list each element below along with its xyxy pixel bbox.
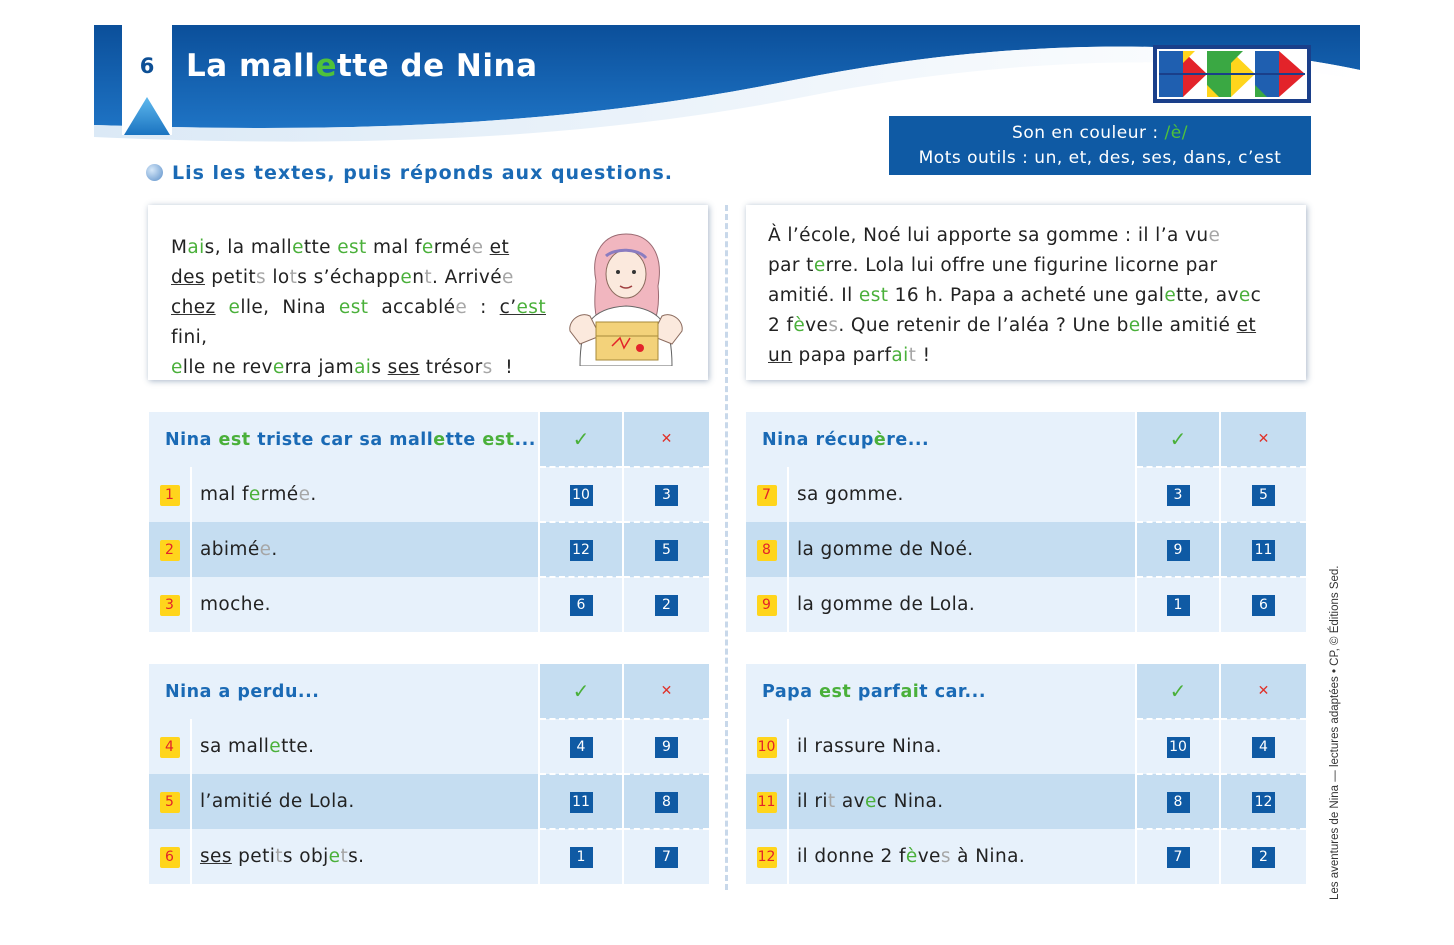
answer-text: il rassure Nina. xyxy=(788,719,1136,774)
false-code[interactable]: 2 xyxy=(655,595,678,616)
instruction: Lis les textes, puis réponds aux questions. xyxy=(146,162,673,184)
answer-number: 1 xyxy=(160,485,180,506)
answer-text: la gomme de Lola. xyxy=(788,577,1136,632)
answer-number: 2 xyxy=(160,540,180,561)
answer-number: 6 xyxy=(160,847,180,868)
answer-text: abimée. xyxy=(191,522,539,577)
question-label: Nina récupère... xyxy=(746,412,1136,467)
answer-row[interactable] xyxy=(149,467,709,522)
true-code[interactable]: 6 xyxy=(570,595,593,616)
false-code[interactable]: 7 xyxy=(655,847,678,868)
column-divider xyxy=(725,205,728,890)
question-table-3 xyxy=(746,412,1306,632)
answer-number: 8 xyxy=(757,540,777,561)
answer-text: il donne 2 fèves à Nina. xyxy=(788,829,1136,884)
answer-row[interactable] xyxy=(149,829,709,884)
true-code[interactable]: 8 xyxy=(1167,792,1190,813)
answer-row[interactable] xyxy=(746,829,1306,884)
cross-icon: ✕ xyxy=(623,412,709,467)
answer-number: 3 xyxy=(160,595,180,616)
true-code[interactable]: 3 xyxy=(1167,485,1190,506)
answer-row[interactable] xyxy=(746,467,1306,522)
series-logo xyxy=(1153,45,1311,103)
false-code[interactable]: 4 xyxy=(1252,737,1275,758)
true-code[interactable]: 4 xyxy=(570,737,593,758)
answer-number: 12 xyxy=(757,847,777,868)
true-code[interactable]: 1 xyxy=(1167,595,1190,616)
true-code[interactable]: 12 xyxy=(570,540,593,561)
answer-text: il rit avec Nina. xyxy=(788,774,1136,829)
true-code[interactable]: 7 xyxy=(1167,847,1190,868)
answer-number: 7 xyxy=(757,485,777,506)
answer-text: mal fermée. xyxy=(191,467,539,522)
cross-icon: ✕ xyxy=(623,664,709,719)
true-code[interactable]: 11 xyxy=(570,792,593,813)
true-code[interactable]: 10 xyxy=(570,485,593,506)
answer-row[interactable] xyxy=(746,577,1306,632)
answer-number: 9 xyxy=(757,595,777,616)
question-label: Nina est triste car sa mallette est... xyxy=(149,412,539,467)
answer-text: sa mallette. xyxy=(191,719,539,774)
answer-text: moche. xyxy=(191,577,539,632)
page-number-tab xyxy=(122,25,172,135)
cross-icon: ✕ xyxy=(1220,664,1306,719)
question-table-4 xyxy=(746,664,1306,884)
sound-info-box: Son en couleur : /è/ Mots outils : un, et, des, ses, dans, c’est xyxy=(889,116,1311,175)
answer-text: l’amitié de Lola. xyxy=(191,774,539,829)
answer-row[interactable] xyxy=(746,774,1306,829)
check-icon: ✓ xyxy=(1136,664,1220,719)
copyright-caption: Les aventures de Nina — lectures adaptées • CP, © Éditions Sed. xyxy=(1329,565,1341,900)
check-icon: ✓ xyxy=(1136,412,1220,467)
false-code[interactable]: 5 xyxy=(655,540,678,561)
answer-number: 4 xyxy=(160,737,180,758)
false-code[interactable]: 8 xyxy=(655,792,678,813)
answer-text: sa gomme. xyxy=(788,467,1136,522)
question-table-2 xyxy=(149,664,709,884)
false-code[interactable]: 3 xyxy=(655,485,678,506)
false-code[interactable]: 12 xyxy=(1252,792,1275,813)
answer-row[interactable] xyxy=(149,522,709,577)
answer-row[interactable] xyxy=(149,719,709,774)
false-code[interactable]: 5 xyxy=(1252,485,1275,506)
question-label: Nina a perdu... xyxy=(149,664,539,719)
false-code[interactable]: 9 xyxy=(655,737,678,758)
nina-illustration xyxy=(560,226,692,366)
page-number: 6 xyxy=(139,54,155,78)
page-title: La mallette de Nina xyxy=(186,48,538,84)
story-text-right: À l’école, Noé lui apporte sa gomme : il l’a vue par terre. Lola lui offre une figurine licorne par amitié. Il est 16 h. Papa a acheté une galette, avec 2 fèves. Que retenir de l’aléa ? Une belle amitié et un papa parfait ! xyxy=(768,225,1262,366)
answer-number: 10 xyxy=(757,737,777,758)
false-code[interactable]: 11 xyxy=(1252,540,1275,561)
question-table-1 xyxy=(149,412,709,632)
answer-row[interactable] xyxy=(149,577,709,632)
answer-text: ses petits objets. xyxy=(191,829,539,884)
cross-icon: ✕ xyxy=(1220,412,1306,467)
true-code[interactable]: 9 xyxy=(1167,540,1190,561)
answer-text: la gomme de Noé. xyxy=(788,522,1136,577)
false-code[interactable]: 6 xyxy=(1252,595,1275,616)
check-icon: ✓ xyxy=(539,664,623,719)
story-text-left: Mais, la mallette est mal fermée et des petits lots s’échappent. Arrivée chez elle, Nina est accablée : c’est fini, elle ne reverra jamais ses trésors ! xyxy=(171,237,546,378)
answer-row[interactable] xyxy=(746,719,1306,774)
answer-row[interactable] xyxy=(746,522,1306,577)
question-label: Papa est parfait car... xyxy=(746,664,1136,719)
check-icon: ✓ xyxy=(539,412,623,467)
answer-row[interactable] xyxy=(149,774,709,829)
false-code[interactable]: 2 xyxy=(1252,847,1275,868)
answer-number: 5 xyxy=(160,792,180,813)
bullet-icon xyxy=(146,164,163,181)
true-code[interactable]: 10 xyxy=(1167,737,1190,758)
answer-number: 11 xyxy=(757,792,777,813)
true-code[interactable]: 1 xyxy=(570,847,593,868)
